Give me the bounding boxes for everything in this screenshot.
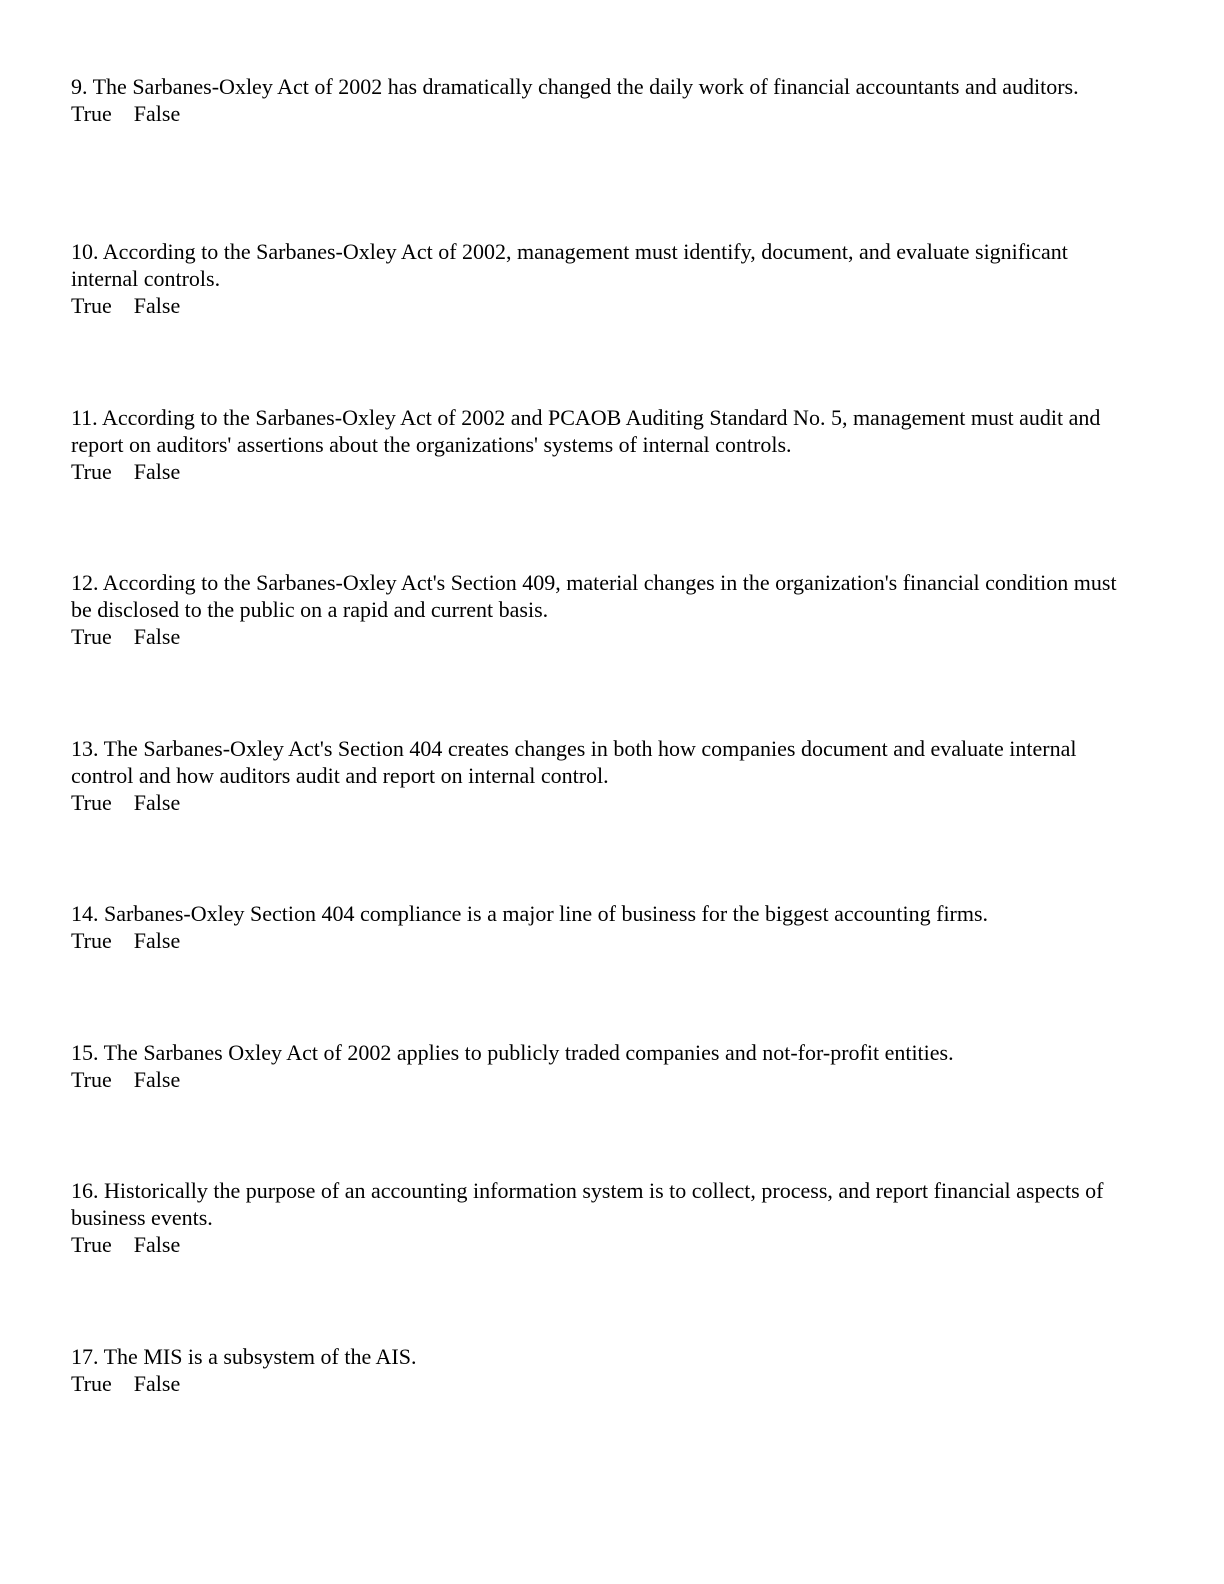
option-false[interactable]: False: [133, 928, 181, 953]
question-body: The Sarbanes-Oxley Act's Section 404 creates changes in both how companies document and evaluate internal control and how auditors audit and report on internal control.: [71, 736, 1077, 788]
option-true[interactable]: True: [71, 1067, 112, 1092]
question-13: [71, 735, 1131, 817]
question-15: [71, 1039, 1131, 1094]
option-false[interactable]: False: [133, 459, 181, 484]
question-number: 16.: [71, 1178, 99, 1203]
answer-options: [71, 623, 1131, 651]
option-false[interactable]: False: [133, 1232, 181, 1257]
question-number: 14.: [71, 901, 99, 926]
question-body: According to the Sarbanes-Oxley Act of 2002 and PCAOB Auditing Standard No. 5, management must audit and report on auditors' assertions about the organizations' systems of internal controls.: [71, 405, 1101, 457]
question-text: [71, 900, 1131, 927]
question-text: [71, 404, 1131, 458]
question-body: The Sarbanes Oxley Act of 2002 applies to publicly traded companies and not-for-profit entities.: [103, 1040, 954, 1065]
question-11: [71, 404, 1131, 486]
question-10: [71, 238, 1131, 320]
question-text: [71, 1343, 1131, 1370]
option-true[interactable]: True: [71, 101, 112, 126]
question-number: 10.: [71, 239, 99, 264]
answer-options: [71, 1066, 1131, 1094]
question-number: 9.: [71, 74, 88, 99]
option-false[interactable]: False: [133, 624, 181, 649]
question-text: [71, 238, 1131, 292]
question-number: 13.: [71, 736, 99, 761]
question-9: [71, 73, 1131, 128]
question-text: [71, 735, 1131, 789]
option-false[interactable]: False: [133, 1067, 181, 1092]
question-text: [71, 1039, 1131, 1066]
question-text: [71, 1177, 1131, 1231]
question-14: [71, 900, 1131, 955]
question-text: [71, 569, 1131, 623]
question-number: 15.: [71, 1040, 99, 1065]
option-true[interactable]: True: [71, 459, 112, 484]
question-body: According to the Sarbanes-Oxley Act of 2002, management must identify, document, and evaluate significant internal controls.: [71, 239, 1068, 291]
question-16: [71, 1177, 1131, 1259]
question-17: [71, 1343, 1131, 1398]
question-body: The Sarbanes-Oxley Act of 2002 has dramatically changed the daily work of financial accountants and auditors.: [92, 74, 1079, 99]
question-body: Sarbanes-Oxley Section 404 compliance is a major line of business for the biggest accounting firms.: [104, 901, 989, 926]
answer-options: [71, 100, 1131, 128]
option-true[interactable]: True: [71, 293, 112, 318]
answer-options: [71, 292, 1131, 320]
question-number: 11.: [71, 405, 98, 430]
answer-options: [71, 1231, 1131, 1259]
option-true[interactable]: True: [71, 1371, 112, 1396]
answer-options: [71, 1370, 1131, 1398]
answer-options: [71, 458, 1131, 486]
option-false[interactable]: False: [133, 1371, 181, 1396]
option-false[interactable]: False: [133, 790, 181, 815]
question-number: 17.: [71, 1344, 99, 1369]
question-body: According to the Sarbanes-Oxley Act's Section 409, material changes in the organization's financial condition must be disclosed to the public on a rapid and current basis.: [71, 570, 1117, 622]
question-text: [71, 73, 1131, 100]
answer-options: [71, 927, 1131, 955]
question-12: [71, 569, 1131, 651]
option-true[interactable]: True: [71, 928, 112, 953]
answer-options: [71, 789, 1131, 817]
question-number: 12.: [71, 570, 99, 595]
question-body: Historically the purpose of an accounting information system is to collect, process, and report financial aspects of business events.: [71, 1178, 1104, 1230]
option-true[interactable]: True: [71, 1232, 112, 1257]
option-false[interactable]: False: [133, 101, 181, 126]
question-body: The MIS is a subsystem of the AIS.: [103, 1344, 417, 1369]
option-true[interactable]: True: [71, 624, 112, 649]
option-true[interactable]: True: [71, 790, 112, 815]
option-false[interactable]: False: [133, 293, 181, 318]
